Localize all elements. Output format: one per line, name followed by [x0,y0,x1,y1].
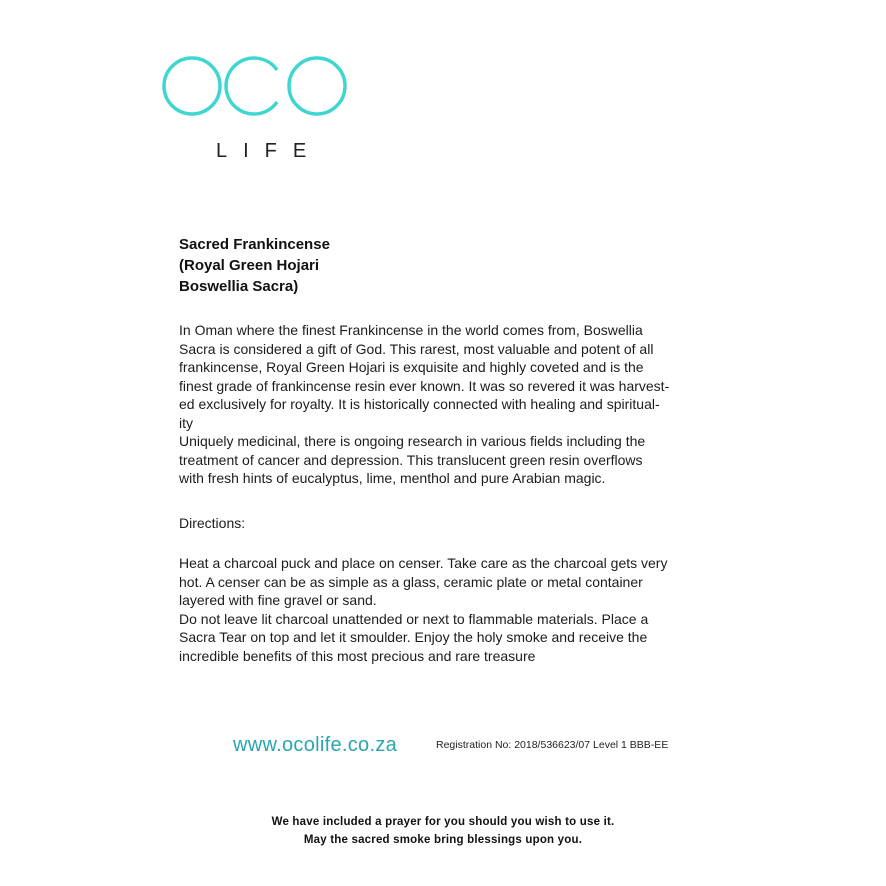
oco-logo-mark [160,54,350,118]
description-line: treatment of cancer and depression. This translucent green resin overflows [179,451,643,468]
registration-number: Registration No: 2018/536623/07 Level 1 BBB-EE [436,739,669,751]
description-line: ed exclusively for royalty. It is historically connected with healing and spiritual- [179,396,660,412]
oco-life-logo [160,54,350,174]
description-line: ity [179,414,193,431]
logo-c-mid [226,58,277,114]
description-line: frankincense, Royal Green Hojari is exquisite and highly coveted and is the [179,359,644,375]
directions-line: Sacra Tear on top and let it smoulder. Enjoy the holy smoke and receive the [179,629,648,645]
logo-circle-right [289,58,345,114]
prayer-note-line-2: May the sacred smoke bring blessings upon you. [303,834,583,846]
title-line-2: (Royal Green Hojari [179,257,320,274]
prayer-note-line-1: We have included a prayer for you should you wish to use it. [271,816,615,828]
description-line: In Oman where the finest Frankincense in the world comes from, Boswellia [179,322,643,338]
description-line: with fresh hints of eucalyptus, lime, menthol and pure Arabian magic. [179,470,606,486]
directions-line: layered with fine gravel or sand. [179,592,377,608]
directions-line: Heat a charcoal puck and place on censer. Take care as the charcoal gets very [179,555,668,571]
title-line-3: Boswellia Sacra) [179,278,299,295]
title-line-1: Sacred Frankincense [179,236,330,253]
directions-line: hot. A censer can be as simple as a glass, ceramic plate or metal container [179,573,643,590]
directions-line: incredible benefits of this most precious and rare treasure [179,647,536,664]
description-line: Sacra is considered a gift of God. This rarest, most valuable and potent of all [179,340,654,357]
directions-heading: Directions: [179,515,246,531]
directions-text [179,554,719,665]
logo-circle-left [164,58,220,114]
website-url: www.ocolife.co.za [233,734,398,756]
directions-line: Do not leave lit charcoal unattended or next to flammable materials. Place a [179,610,649,627]
description-line: finest grade of frankincense resin ever known. It was so revered it was harvest- [179,377,670,394]
product-description [179,321,719,488]
product-title [179,234,599,297]
logo-life-text: LIFE [216,140,323,162]
description-line: Uniquely medicinal, there is ongoing research in various fields including the [179,433,646,449]
